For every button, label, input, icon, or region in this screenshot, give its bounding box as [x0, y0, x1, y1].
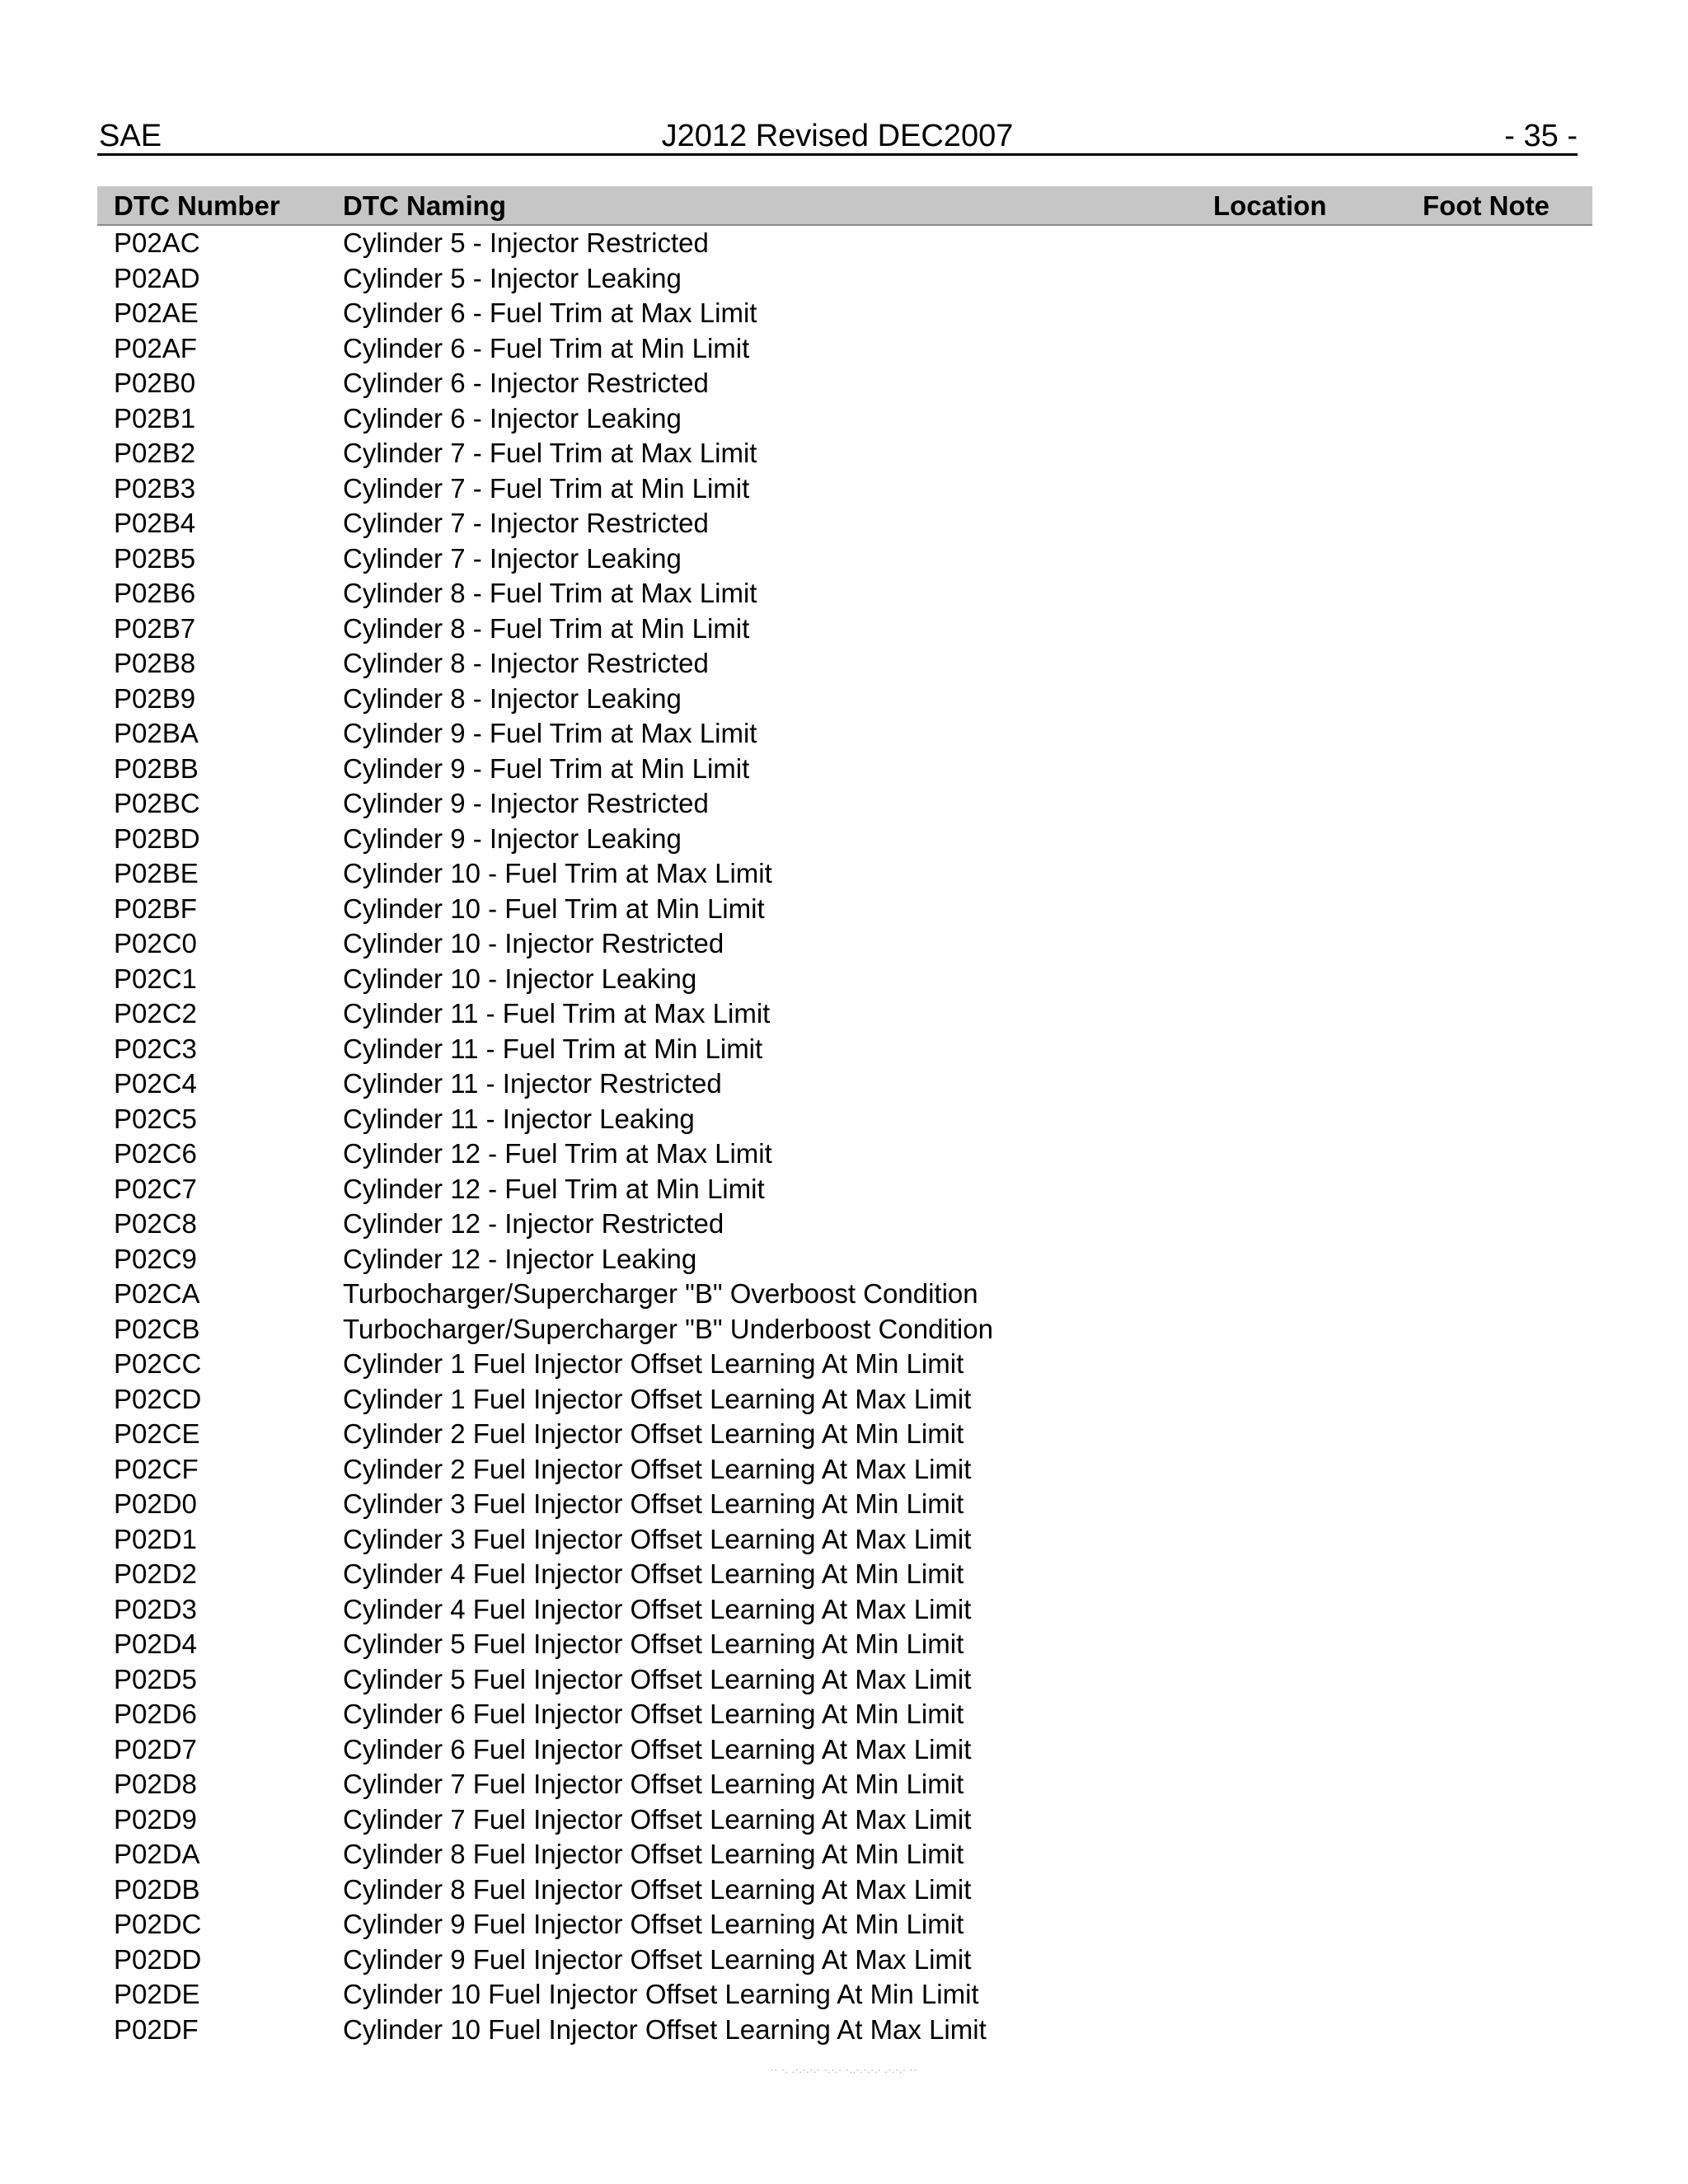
table-row — [97, 1032, 1592, 1067]
dtc-number: P02B7 — [114, 612, 196, 644]
dtc-number: P02D1 — [114, 1523, 197, 1554]
table-row — [97, 1102, 1592, 1137]
dtc-naming: Cylinder 5 Fuel Injector Offset Learning At Min Limit — [343, 1629, 964, 1659]
table-row — [97, 331, 1592, 367]
table-header — [97, 186, 1592, 226]
dtc-number: P02DD — [114, 1943, 202, 1975]
column-header-dtc-naming: DTC Naming — [343, 190, 506, 221]
dtc-naming: Cylinder 6 - Injector Leaking — [343, 402, 682, 434]
dtc-naming: Cylinder 5 Fuel Injector Offset Learning At Max Limit — [343, 1663, 972, 1694]
dtc-naming: Cylinder 11 - Fuel Trim at Max Limit — [343, 998, 771, 1029]
table-row — [97, 541, 1592, 577]
dtc-naming: Cylinder 9 - Fuel Trim at Min Limit — [343, 752, 750, 784]
dtc-naming: Cylinder 12 - Fuel Trim at Max Limit — [343, 1138, 772, 1169]
dtc-naming: Cylinder 8 - Injector Leaking — [343, 682, 682, 714]
dtc-number: P02D0 — [114, 1488, 197, 1519]
dtc-number: P02BA — [114, 718, 199, 748]
table-row — [97, 1872, 1592, 1908]
dtc-number: P02BE — [114, 858, 199, 888]
footer-artifact: ·· ·. .·.·.·.· ·.·.· ·..·.·.·.· .·.·.· ·· — [770, 2065, 918, 2075]
dtc-naming: Turbocharger/Supercharger "B" Underboost Condition — [343, 1313, 993, 1344]
dtc-number: P02AE — [114, 298, 199, 328]
dtc-naming: Cylinder 4 Fuel Injector Offset Learning At Max Limit — [343, 1593, 972, 1624]
dtc-number: P02DA — [114, 1839, 200, 1869]
dtc-naming: Cylinder 9 Fuel Injector Offset Learning At Min Limit — [343, 1909, 964, 1939]
table-row — [97, 506, 1592, 541]
dtc-number: P02D4 — [114, 1629, 197, 1659]
dtc-naming: Cylinder 1 Fuel Injector Offset Learning At Min Limit — [343, 1348, 964, 1379]
dtc-naming: Cylinder 6 Fuel Injector Offset Learning At Max Limit — [343, 1733, 972, 1765]
table-row — [97, 996, 1592, 1032]
dtc-number: P02C3 — [114, 1033, 197, 1064]
dtc-naming: Cylinder 9 - Fuel Trim at Max Limit — [343, 718, 757, 748]
table-row — [97, 682, 1592, 717]
dtc-naming: Cylinder 1 Fuel Injector Offset Learning At Max Limit — [343, 1383, 972, 1414]
dtc-naming: Cylinder 2 Fuel Injector Offset Learning At Max Limit — [343, 1453, 972, 1484]
dtc-number: P02D7 — [114, 1733, 197, 1765]
dtc-number: P02AC — [114, 227, 200, 258]
table-body — [97, 226, 1592, 2047]
dtc-number: P02C8 — [114, 1208, 197, 1239]
dtc-naming: Cylinder 10 - Injector Leaking — [343, 963, 697, 994]
dtc-naming: Cylinder 4 Fuel Injector Offset Learning At Min Limit — [343, 1558, 964, 1589]
dtc-number: P02BF — [114, 893, 197, 924]
dtc-naming: Cylinder 11 - Fuel Trim at Min Limit — [343, 1033, 763, 1064]
dtc-number: P02CD — [114, 1383, 202, 1414]
table-row — [97, 1347, 1592, 1382]
dtc-number: P02BC — [114, 788, 200, 818]
dtc-number: P02BB — [114, 752, 199, 784]
dtc-naming: Cylinder 7 - Fuel Trim at Max Limit — [343, 438, 757, 468]
table-row — [97, 1943, 1592, 1978]
table-row — [97, 612, 1592, 647]
table-row — [97, 1557, 1592, 1592]
table-row — [97, 1277, 1592, 1312]
dtc-number: P02CF — [114, 1453, 199, 1484]
dtc-number: P02B4 — [114, 508, 196, 538]
dtc-naming: Cylinder 8 - Fuel Trim at Min Limit — [343, 612, 750, 644]
dtc-naming: Cylinder 7 Fuel Injector Offset Learning At Min Limit — [343, 1769, 964, 1799]
table-row — [97, 366, 1592, 401]
dtc-number: P02C4 — [114, 1068, 197, 1099]
dtc-number: P02BD — [114, 823, 200, 854]
table-row — [97, 892, 1592, 927]
dtc-naming: Cylinder 10 Fuel Injector Offset Learning At Min Limit — [343, 1979, 979, 2009]
dtc-naming: Cylinder 7 - Injector Restricted — [343, 508, 709, 538]
column-header-dtc-number: DTC Number — [114, 190, 280, 221]
table-row — [97, 716, 1592, 752]
dtc-number: P02D2 — [114, 1558, 197, 1589]
header-document-title: J2012 Revised DEC2007 — [661, 119, 1014, 153]
dtc-naming: Cylinder 12 - Injector Restricted — [343, 1208, 724, 1239]
dtc-number: P02B0 — [114, 368, 196, 398]
dtc-naming: Cylinder 10 - Injector Restricted — [343, 928, 724, 958]
header-org: SAE — [99, 119, 162, 153]
dtc-number: P02C7 — [114, 1173, 197, 1204]
table-row — [97, 786, 1592, 822]
dtc-table — [97, 186, 1592, 2047]
dtc-number: P02DC — [114, 1909, 202, 1939]
dtc-number: P02CA — [114, 1278, 200, 1309]
dtc-number: P02DE — [114, 1979, 200, 2009]
dtc-naming: Cylinder 8 Fuel Injector Offset Learning At Max Limit — [343, 1873, 972, 1905]
table-row — [97, 401, 1592, 437]
dtc-naming: Cylinder 8 - Injector Restricted — [343, 648, 709, 678]
dtc-naming: Cylinder 2 Fuel Injector Offset Learning At Min Limit — [343, 1418, 964, 1449]
dtc-number: P02C9 — [114, 1243, 197, 1274]
dtc-naming: Cylinder 9 - Injector Leaking — [343, 823, 682, 854]
table-row — [97, 962, 1592, 997]
column-header-location: Location — [1213, 190, 1327, 221]
table-row — [97, 1697, 1592, 1732]
page-header — [97, 115, 1578, 156]
dtc-naming: Cylinder 11 - Injector Leaking — [343, 1103, 695, 1134]
dtc-naming: Cylinder 7 - Injector Leaking — [343, 542, 682, 574]
dtc-naming: Cylinder 8 Fuel Injector Offset Learning At Min Limit — [343, 1839, 964, 1869]
table-row — [97, 752, 1592, 787]
dtc-naming: Cylinder 6 - Fuel Trim at Max Limit — [343, 298, 757, 328]
dtc-naming: Cylinder 10 - Fuel Trim at Max Limit — [343, 858, 772, 888]
dtc-naming: Cylinder 12 - Fuel Trim at Min Limit — [343, 1173, 765, 1204]
dtc-number: P02D9 — [114, 1803, 197, 1835]
table-row — [97, 1312, 1592, 1347]
table-row — [97, 1172, 1592, 1207]
table-row — [97, 822, 1592, 857]
table-row — [97, 646, 1592, 682]
dtc-naming: Cylinder 6 - Injector Restricted — [343, 368, 709, 398]
dtc-number: P02B8 — [114, 648, 196, 678]
table-row — [97, 856, 1592, 892]
dtc-naming: Cylinder 6 Fuel Injector Offset Learning At Min Limit — [343, 1699, 964, 1729]
table-row — [97, 296, 1592, 331]
table-row — [97, 1487, 1592, 1522]
table-row — [97, 2013, 1592, 2048]
dtc-number: P02C0 — [114, 928, 197, 958]
dtc-naming: Cylinder 10 Fuel Injector Offset Learning At Max Limit — [343, 2013, 987, 2045]
table-row — [97, 1837, 1592, 1872]
table-row — [97, 1767, 1592, 1802]
table-row — [97, 576, 1592, 612]
dtc-number: P02D5 — [114, 1663, 197, 1694]
dtc-naming: Cylinder 9 - Injector Restricted — [343, 788, 709, 818]
dtc-naming: Cylinder 8 - Fuel Trim at Max Limit — [343, 578, 757, 608]
dtc-number: P02B1 — [114, 402, 196, 434]
table-row — [97, 926, 1592, 962]
dtc-number: P02AF — [114, 332, 197, 363]
dtc-number: P02C5 — [114, 1103, 197, 1134]
table-row — [97, 1592, 1592, 1628]
dtc-number: P02B5 — [114, 542, 196, 574]
dtc-number: P02DF — [114, 2013, 199, 2045]
dtc-number: P02B3 — [114, 472, 196, 504]
column-header-foot-note: Foot Note — [1423, 190, 1550, 221]
dtc-number: P02C6 — [114, 1138, 197, 1169]
dtc-naming: Cylinder 5 - Injector Leaking — [343, 262, 682, 293]
table-row — [97, 1627, 1592, 1662]
table-row — [97, 1452, 1592, 1488]
table-row — [97, 1207, 1592, 1242]
dtc-naming: Cylinder 10 - Fuel Trim at Min Limit — [343, 893, 765, 924]
table-row — [97, 471, 1592, 507]
table-row — [97, 1522, 1592, 1558]
dtc-naming: Cylinder 6 - Fuel Trim at Min Limit — [343, 332, 750, 363]
dtc-number: P02AD — [114, 262, 200, 293]
dtc-number: P02B9 — [114, 682, 196, 714]
table-row — [97, 1977, 1592, 2013]
dtc-number: P02C2 — [114, 998, 197, 1029]
table-row — [97, 1417, 1592, 1452]
table-row — [97, 1732, 1592, 1768]
table-row — [97, 1066, 1592, 1102]
dtc-number: P02C1 — [114, 963, 197, 994]
table-row — [97, 226, 1592, 261]
dtc-naming: Turbocharger/Supercharger "B" Overboost Condition — [343, 1278, 978, 1309]
dtc-number: P02B6 — [114, 578, 196, 608]
dtc-number: P02CC — [114, 1348, 202, 1379]
table-row — [97, 1382, 1592, 1418]
table-row — [97, 1802, 1592, 1838]
table-row — [97, 261, 1592, 297]
dtc-naming: Cylinder 5 - Injector Restricted — [343, 227, 709, 258]
dtc-number: P02CE — [114, 1418, 200, 1449]
table-row — [97, 1242, 1592, 1277]
dtc-number: P02D8 — [114, 1769, 197, 1799]
dtc-number: P02DB — [114, 1873, 200, 1905]
dtc-number: P02D3 — [114, 1593, 197, 1624]
dtc-naming: Cylinder 7 - Fuel Trim at Min Limit — [343, 472, 750, 504]
dtc-naming: Cylinder 7 Fuel Injector Offset Learning At Max Limit — [343, 1803, 972, 1835]
dtc-number: P02CB — [114, 1313, 200, 1344]
dtc-naming: Cylinder 3 Fuel Injector Offset Learning At Min Limit — [343, 1488, 964, 1519]
dtc-naming: Cylinder 9 Fuel Injector Offset Learning At Max Limit — [343, 1943, 972, 1975]
dtc-naming: Cylinder 11 - Injector Restricted — [343, 1068, 722, 1099]
table-row — [97, 1137, 1592, 1172]
table-row — [97, 1907, 1592, 1943]
header-page-number: - 35 - — [1504, 119, 1578, 153]
dtc-number: P02B2 — [114, 438, 196, 468]
dtc-naming: Cylinder 12 - Injector Leaking — [343, 1243, 697, 1274]
dtc-number: P02D6 — [114, 1699, 197, 1729]
table-row — [97, 436, 1592, 471]
dtc-naming: Cylinder 3 Fuel Injector Offset Learning At Max Limit — [343, 1523, 972, 1554]
table-row — [97, 1662, 1592, 1698]
